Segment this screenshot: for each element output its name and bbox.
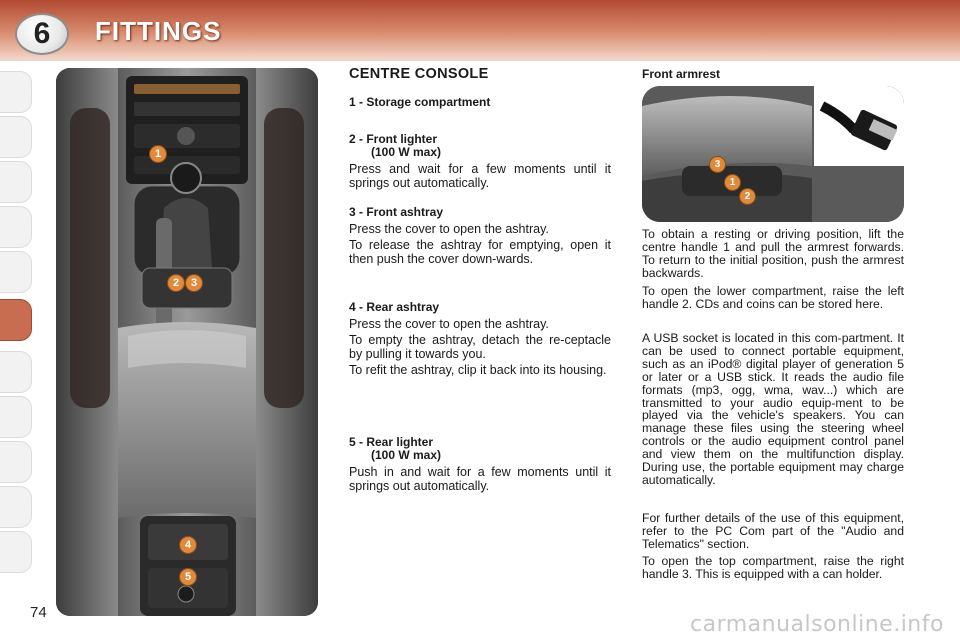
item-front-ashtray: 3 - Front ashtray [349,205,444,219]
centre-console-photo [56,68,318,616]
chapter-tab[interactable] [0,206,32,248]
section-title-centre-console: CENTRE CONSOLE [349,66,489,82]
front-ashtray-text-2: To release the ashtray for emptying, open it then push the cover down-wards. [349,238,611,266]
chapter-tabs [0,61,34,581]
chapter-tab[interactable] [0,116,32,158]
chapter-tab[interactable] [0,486,32,528]
item-rear-lighter: 5 - Rear lighter [349,435,434,449]
chapter-tab[interactable] [0,71,32,113]
armrest-callout-1: 1 [724,174,741,191]
armrest-callout-2: 2 [739,188,756,205]
rear-ashtray-text-1: Press the cover to open the ashtray. [349,317,549,331]
callout-3: 3 [185,274,203,292]
page-number: 74 [30,604,47,621]
front-ashtray-text-1: Press the cover to open the ashtray. [349,222,549,236]
callout-4: 4 [179,536,197,554]
chapter-tab[interactable] [0,161,32,203]
armrest-text-4: For further details of the use of this equipment, refer to the PC Com part of the "Audio and Telematics" section. [642,511,904,551]
front-lighter-rating: (100 W max) [371,145,442,159]
rear-lighter-text: Push in and wait for a few moments until it springs out automatically. [349,465,611,493]
chapter-tab[interactable] [0,531,32,573]
chapter-tab-active[interactable] [0,299,32,341]
rear-ashtray-text-3: To refit the ashtray, clip it back into its housing. [349,363,607,377]
front-lighter-text: Press and wait for a few moments until it springs out automatically. [349,162,611,190]
item-rear-ashtray: 4 - Rear ashtray [349,300,440,314]
chapter-tab[interactable] [0,441,32,483]
chapter-tab[interactable] [0,351,32,393]
callout-1: 1 [149,145,167,163]
callout-2: 2 [167,274,185,292]
header-divider [0,58,960,61]
watermark: carmanualsonline.info [690,612,944,637]
chapter-tab[interactable] [0,396,32,438]
chapter-number: 6 [33,17,51,50]
armrest-callout-3: 3 [709,156,726,173]
armrest-text-3: A USB socket is located in this com-partment. It can be used to connect portable equipment, such as an iPod® digital player of generation 5 or later or a USB stick. It reads the audio file formats (mp3, ogg, wma, wav...) which are transmitted to your audio equip-ment to be played via the vehicle's speakers. You can manage these files using the steering wheel controls or the audio equipment control panel and view them on the multifunction display. During use, the portable equipment may charge automatically. [642,331,904,487]
armrest-photo [642,86,904,222]
chapter-title: FITTINGS [95,16,222,46]
armrest-text-5: To open the top compartment, raise the right handle 3. This is equipped with a can holder. [642,554,904,581]
callout-5: 5 [179,568,197,586]
item-front-lighter: 2 - Front lighter [349,132,437,146]
rear-ashtray-text-2: To empty the ashtray, detach the re-ceptacle by pulling it towards you. [349,333,611,361]
section-title-front-armrest: Front armrest [642,67,721,81]
chapter-tab[interactable] [0,251,32,293]
armrest-text-2: To open the lower compartment, raise the left handle 2. CDs and coins can be stored here. [642,284,904,311]
rear-lighter-rating: (100 W max) [371,448,442,462]
armrest-text-1: To obtain a resting or driving position, lift the centre handle 1 and pull the armrest forwards. To return to the initial position, push the armrest backwards. [642,227,904,280]
chapter-badge [15,13,69,55]
item-storage-compartment: 1 - Storage compartment [349,95,491,109]
